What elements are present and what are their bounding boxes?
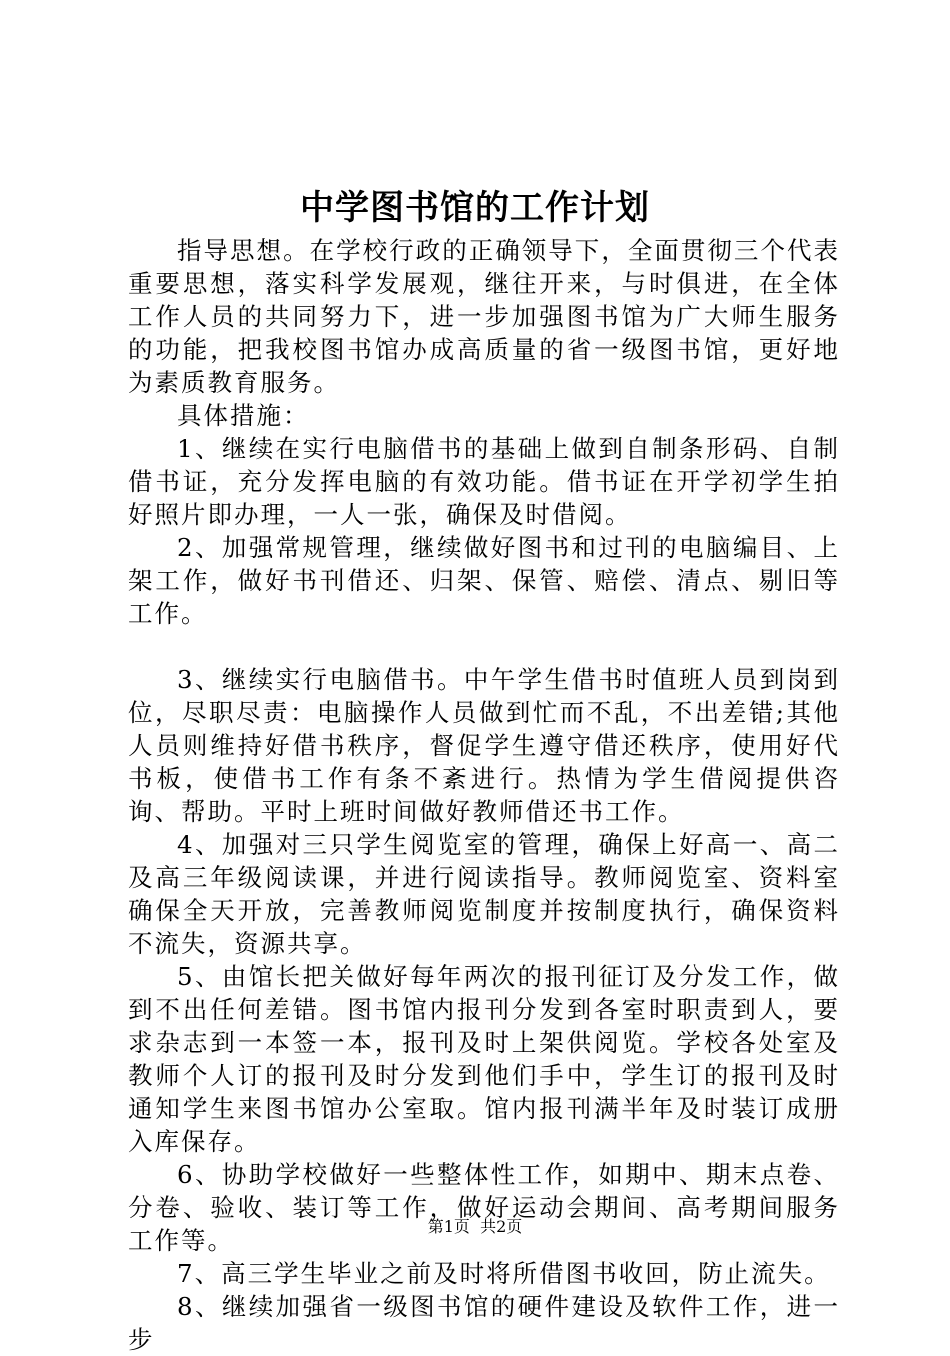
- paragraph-item-3: 3、继续实行电脑借书。中午学生借书时值班人员到岗到位，尽职尽责：电脑操作人员做到忙而不乱，不出差错;其他人员则维持好借书秩序，督促学生遵守借还秩序，使用好代书板，使借书工作有条不紊进行。热情为学生借阅提供咨询、帮助。平时上班时间做好教师借还书工作。: [128, 665, 840, 826]
- paragraph-item-2: 2、加强常规管理，继续做好图书和过刊的电脑编目、上架工作，做好书刊借还、归架、保管、赔偿、清点、剔旧等工作。: [128, 533, 840, 628]
- total-pages: 共2页: [480, 1217, 523, 1236]
- document-body: [128, 234, 840, 1356]
- document-title: 中学图书馆的工作计划: [300, 188, 650, 228]
- paragraph-measures-heading: 具体措施：: [177, 401, 310, 430]
- paragraph-item-1: 1、继续在实行电脑借书的基础上做到自制条形码、自制借书证，充分发挥电脑的有效功能。借书证在开学初学生拍好照片即办理，一人一张，确保及时借阅。: [128, 434, 840, 529]
- paragraph-item-6: 6、协助学校做好一些整体性工作，如期中、期末点卷、分卷、验收、装订等工作，做好运动会期间、高考期间服务工作等。: [128, 1160, 840, 1255]
- paragraph-item-5: 5、由馆长把关做好每年两次的报刊征订及分发工作，做到不出任何差错。图书馆内报刊分发到各室时职责到人，要求杂志到一本签一本，报刊及时上架供阅览。学校各处室及教师个人订的报刊及时分发到他们手中，学生订的报刊及时通知学生来图书馆办公室取。馆内报刊满半年及时装订成册入库保存。: [128, 962, 840, 1156]
- paragraph-item-7: 7、高三学生毕业之前及时将所借图书收回，防止流失。: [177, 1259, 831, 1288]
- paragraph-guiding-ideology: 指导思想。在学校行政的正确领导下，全面贯彻三个代表重要思想，落实科学发展观，继往开来，与时俱进，在全体工作人员的共同努力下，进一步加强图书馆为广大师生服务的功能，把我校图书馆办成高质量的省一级图书馆，更好地为素质教育服务。: [128, 236, 840, 397]
- page-footer: [0, 1216, 950, 1238]
- paragraph-item-8: 8、继续加强省一级图书馆的硬件建设及软件工作，进一步: [128, 1292, 840, 1354]
- page-number: 第1页: [427, 1217, 470, 1236]
- footer-separator: [470, 1217, 480, 1236]
- paragraph-item-4: 4、加强对三只学生阅览室的管理，确保上好高一、高二及高三年级阅读课，并进行阅读指导。教师阅览室、资料室确保全天开放，完善教师阅览制度并按制度执行，确保资料不流失，资源共享。: [128, 830, 840, 958]
